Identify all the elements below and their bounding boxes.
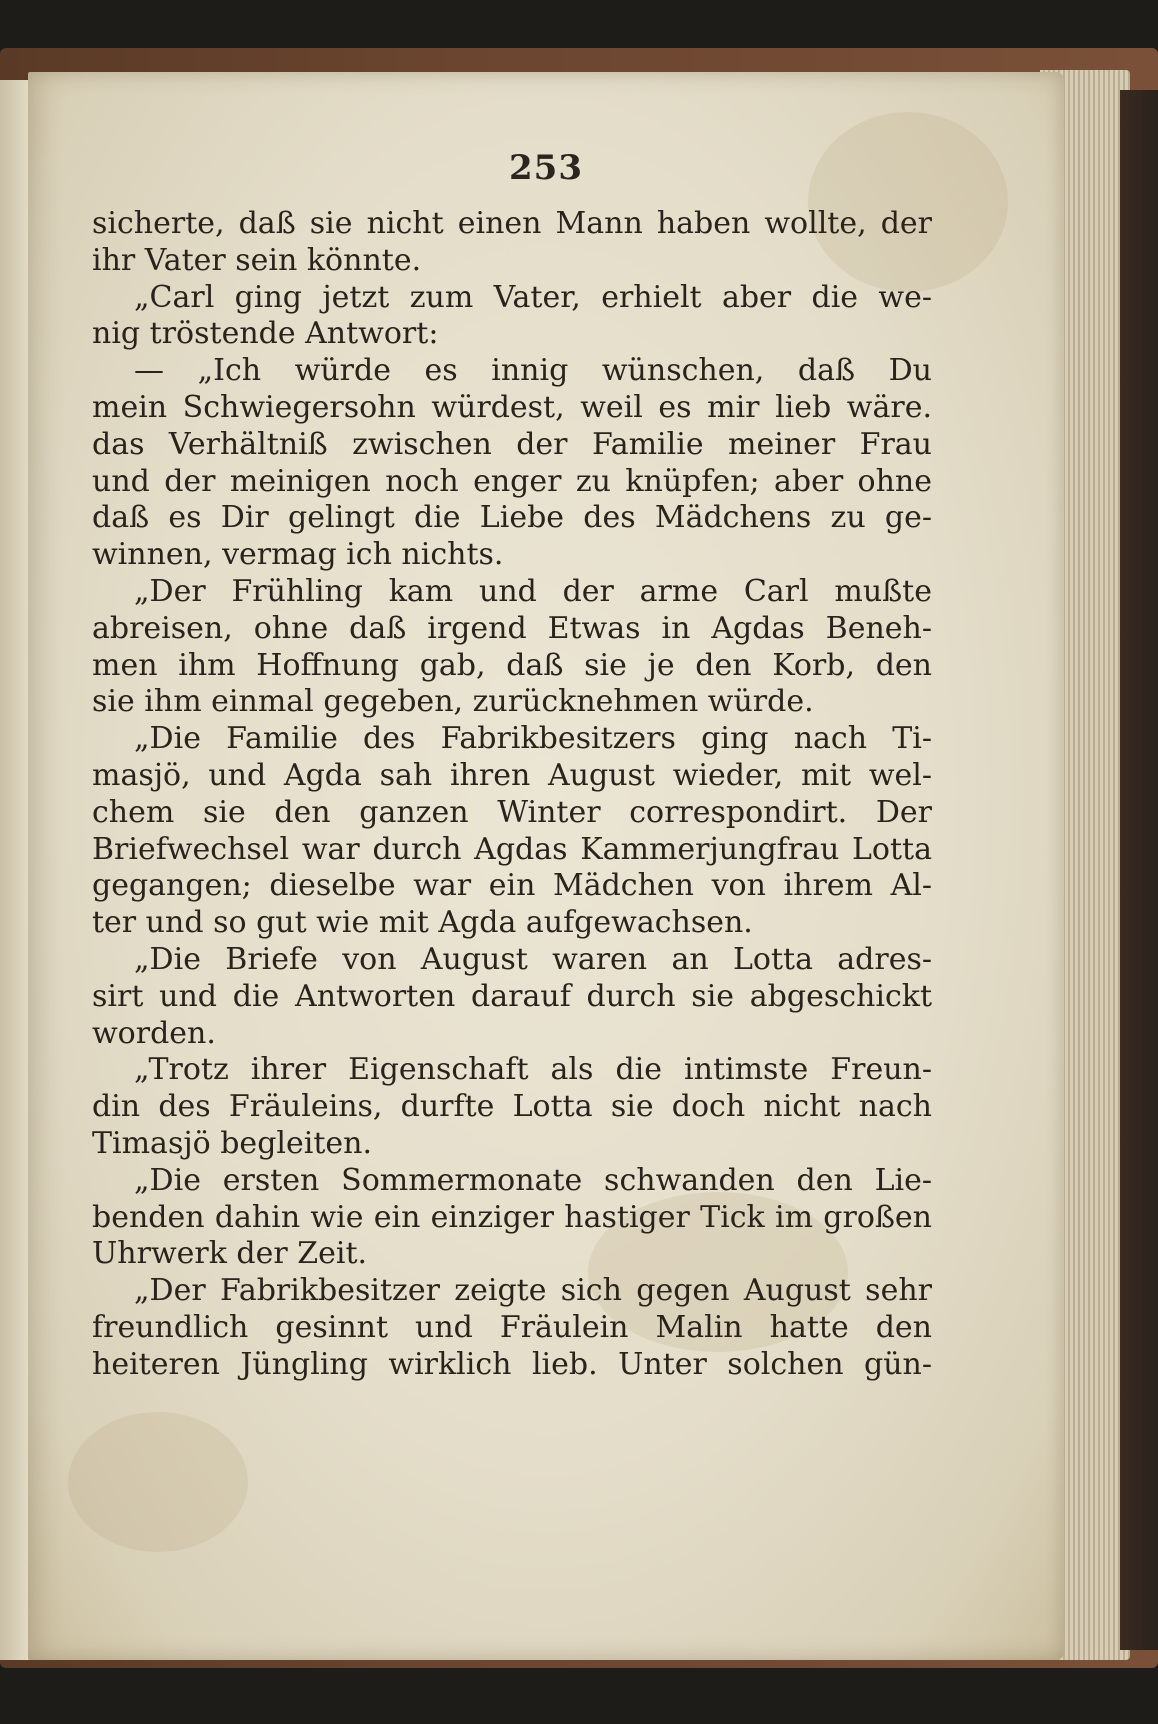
book-page (28, 72, 1064, 1660)
text-line: Timasjö begleiten. (92, 1125, 373, 1161)
body-text (92, 206, 932, 1384)
text-line: chem sie den ganzen Winter correspondirt. Der (92, 794, 932, 830)
text-line: gegangen; dieselbe war ein Mädchen von ihrem Al- (92, 868, 932, 904)
text-line: benden dahin wie ein einziger hastiger Tick im großen (92, 1199, 932, 1235)
cover-spine-edge (1120, 90, 1158, 1650)
text-line: freundlich gesinnt und Fräulein Malin hatte den (92, 1309, 932, 1345)
text-line: ter und so gut wie mit Agda aufgewachsen. (92, 905, 753, 941)
text-line: mein Schwiegersohn würdest, weil es mir lieb wäre. (92, 389, 932, 425)
text-line: — „Ich würde es innig wünschen, daß Du (134, 353, 932, 389)
text-line: „Trotz ihrer Eigenschaft als die intimste Freun- (134, 1052, 932, 1088)
text-line: und der meinigen noch enger zu knüpfen; aber ohne (92, 463, 932, 499)
text-line: „Der Fabrikbesitzer zeigte sich gegen August sehr (134, 1273, 932, 1309)
text-line: „Die Familie des Fabrikbesitzers ging nach Ti- (134, 721, 932, 757)
previous-page-edge (0, 80, 30, 1660)
page-number: 253 (509, 148, 583, 188)
text-line: winnen, vermag ich nichts. (92, 537, 504, 573)
text-line: sicherte, daß sie nicht einen Mann haben wollte, der (92, 206, 932, 241)
text-line: din des Fräuleins, durfte Lotta sie doch nicht nach (92, 1089, 932, 1125)
text-line: ihr Vater sein könnte. (92, 242, 422, 278)
text-line: abreisen, ohne daß irgend Etwas in Agdas Beneh- (92, 610, 932, 646)
text-line: worden. (92, 1015, 216, 1051)
text-line: „Der Frühling kam und der arme Carl mußte (134, 573, 932, 609)
text-line: Uhrwerk der Zeit. (92, 1236, 368, 1272)
text-line: nig tröstende Antwort: (92, 316, 439, 352)
text-line: das Verhältniß zwischen der Familie meiner Frau (92, 426, 932, 462)
text-line: daß es Dir gelingt die Liebe des Mädchens zu ge- (92, 500, 932, 536)
text-line: men ihm Hoffnung gab, daß sie je den Korb, den (92, 647, 932, 683)
text-line: „Die ersten Sommermonate schwanden den Lie- (134, 1162, 932, 1198)
text-line: sirt und die Antworten darauf durch sie abgeschickt (92, 978, 932, 1014)
text-line: sie ihm einmal gegeben, zurücknehmen würde. (92, 684, 814, 720)
paper-stain (68, 1412, 248, 1552)
text-line: masjö, und Agda sah ihren August wieder, mit wel- (92, 757, 932, 793)
text-line: heiteren Jüngling wirklich lieb. Unter solchen gün- (92, 1346, 932, 1382)
text-line: „Carl ging jetzt zum Vater, erhielt aber die we- (134, 279, 932, 315)
text-line: „Die Briefe von August waren an Lotta adres- (134, 941, 932, 977)
text-line: Briefwechsel war durch Agdas Kammerjungfrau Lotta (92, 831, 932, 867)
